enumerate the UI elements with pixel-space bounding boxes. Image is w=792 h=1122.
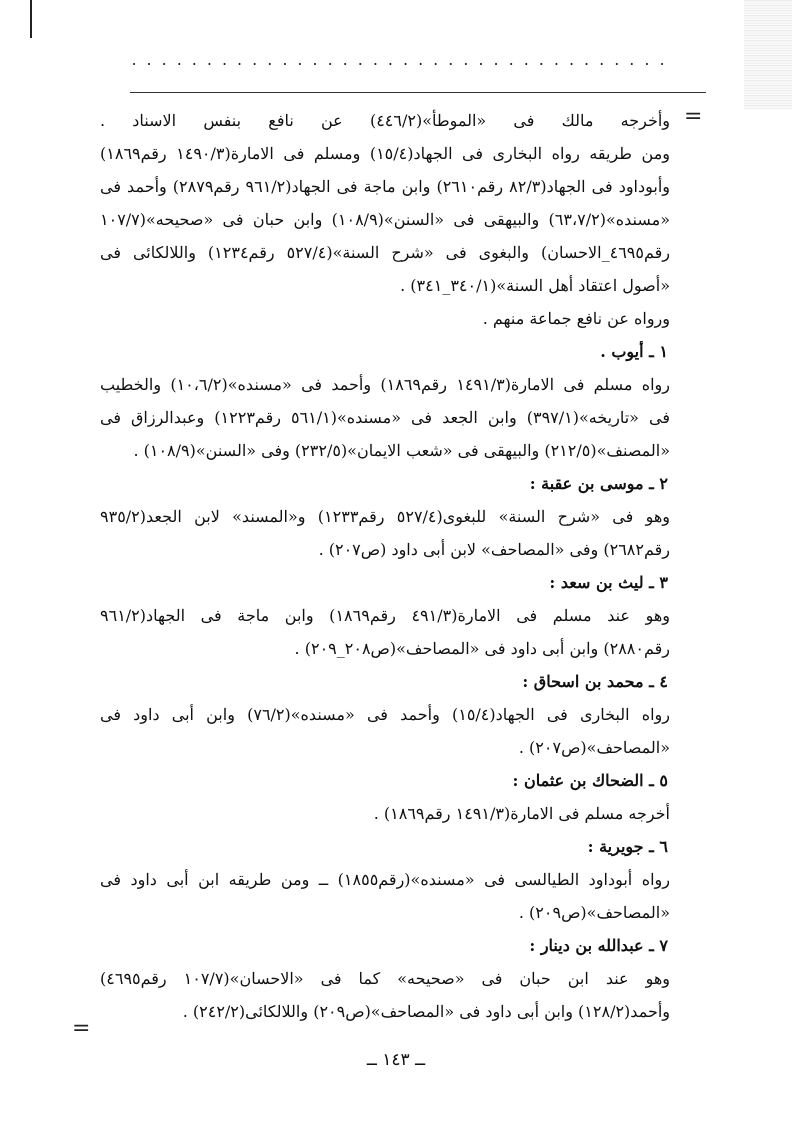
text-line: رواه أبوداود الطيالسى فى «مسنده»(رقم١٨٥٥) ــ ومن طريقه ابن أبى داود فى — [100, 870, 670, 889]
text-line: رقم٢٦٨٢) وفى «المصاحف» لابن أبى داود (ص٢٠٧) . — [318, 540, 670, 559]
text-line: «المصاحف»(ص٢٠٧) . — [518, 738, 670, 757]
narrator-paragraph — [100, 698, 670, 764]
text-line: وأحمد(١٢٨/٢) وابن أبى داود فى «المصاحف»(ص٢٠٩) واللالكائى(٢٤٢/٢) . — [182, 1002, 670, 1021]
narrator-heading: ٣ ـ ليث بن سعد : — [549, 573, 668, 592]
narrator-paragraph — [100, 599, 670, 665]
text-line: وهو فى «شرح السنة» للبغوى(٥٢٧/٤ رقم١٢٣٣) و«المسند» لابن الجعد(٩٣٥/٢ — [100, 507, 670, 526]
paragraph-narrators-intro: ورواه عن نافع جماعة منهم . — [482, 309, 670, 328]
text-line: رقم٢٨٨٠) وابن أبى داود فى «المصاحف»(ص٢٠٨_٢٠٩) . — [294, 639, 670, 658]
narrator-heading: ٥ ـ الضحاك بن عثمان : — [512, 771, 668, 790]
text-line: «أصول اعتقاد أهل السنة»(٣٤٠/١_٣٤١) . — [400, 276, 670, 295]
text-line: رقم٤٦٩٥_الاحسان) والبغوى فى «شرح السنة»(٥٢٧/٤ رقم١٢٣٤) واللالكائى فى — [100, 243, 670, 262]
text-line: وأبوداود فى الجهاد(٨٢/٣ رقم٢٦١٠) وابن ماجة فى الجهاد(٩٦١/٢ رقم٢٨٧٩) وأحمد فى — [100, 177, 670, 196]
text-line: فى «تاريخه»(٣٩٧/١) وابن الجعد فى «مسنده»(٥٦١/١ رقم١٢٢٣) وعبدالرزاق فى — [100, 408, 670, 427]
text-line: وهو عند مسلم فى الامارة(٤٩١/٣ رقم١٨٦٩) وابن ماجة فى الجهاد(٩٦١/٢ — [100, 606, 670, 625]
text-line: رواه مسلم فى الامارة(١٤٩١/٣ رقم١٨٦٩) وأحمد فى «مسنده»(١٠،٦/٢) والخطيب — [100, 375, 670, 394]
narrator-paragraph: أخرجه مسلم فى الامارة(١٤٩١/٣ رقم١٨٦٩) . — [373, 804, 670, 823]
footnote-body — [100, 104, 670, 1028]
narrator-paragraph — [100, 962, 670, 1028]
margin-rule — [30, 0, 32, 38]
narrator-heading: ٦ ـ جويرية : — [587, 837, 668, 856]
text-line: وأخرجه مالك فى «الموطأ»(٤٤٦/٢) عن نافع بنفس الاسناد . — [100, 111, 670, 130]
paragraph-malik — [100, 104, 670, 302]
narrator-heading: ٧ ـ عبدالله بن دينار : — [529, 936, 668, 955]
text-line: رواه البخارى فى الجهاد(١٥/٤) وأحمد فى «مسنده»(٧٦/٢) وابن أبى داود فى — [100, 705, 670, 724]
narrator-paragraph — [100, 500, 670, 566]
top-rule — [130, 92, 706, 93]
narrator-heading: ٤ ـ محمد بن اسحاق : — [522, 672, 668, 691]
page-number: ــ ١٤٣ ــ — [366, 1050, 426, 1070]
text-line: ومن طريقه رواه البخارى فى الجهاد(١٥/٤) ومسلم فى الامارة(١٤٩٠/٣ رقم١٨٦٩) — [100, 144, 670, 163]
continuation-mark-top: = — [684, 104, 703, 129]
narrator-paragraph — [100, 368, 670, 467]
text-line: «المصنف»(٢١٢/٥) والبيهقى فى «شعب الايمان»(٢٣٢/٥) وفى «السنن»(١٠٨/٩) . — [133, 441, 670, 460]
narrator-paragraph — [100, 863, 670, 929]
ornament-dots: .................................... — [131, 50, 675, 69]
continuation-mark-bottom: = — [72, 1016, 91, 1041]
text-line: «مسنده»(٦٣،٧/٢) والبيهقى فى «السنن»(١٠٨/٩) وابن حبان فى «صحيحه»(١٠٧/٧ — [100, 210, 670, 229]
narrator-heading: ٢ ـ موسى بن عقبة : — [529, 474, 668, 493]
narrator-heading: ١ ـ أيوب . — [600, 342, 668, 361]
text-line: وهو عند ابن حبان فى «صحيحه» كما فى «الاحسان»(١٠٧/٧ رقم٤٦٩٥) — [100, 969, 670, 988]
text-line: «المصاحف»(ص٢٠٩) . — [518, 903, 670, 922]
scan-edge-artifact — [744, 0, 792, 110]
